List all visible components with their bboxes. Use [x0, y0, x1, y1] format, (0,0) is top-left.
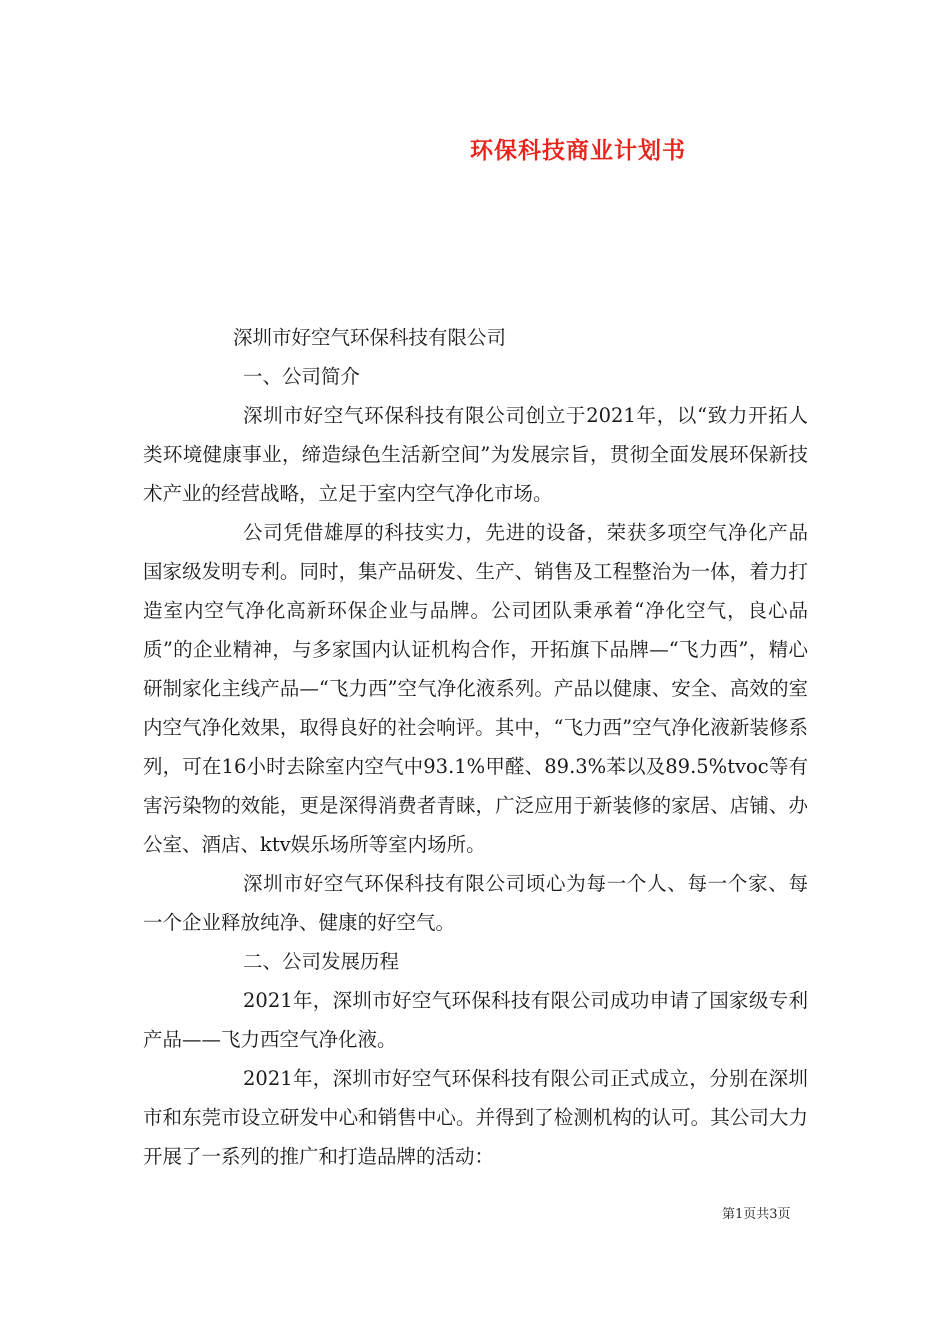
company-name: 深圳市好空气环保科技有限公司 — [233, 326, 507, 349]
document-body — [143, 318, 808, 1176]
paragraph: 深圳市好空气环保科技有限公司顷心为每一个人、每一个家、每一个企业释放纯净、健康的好空气。 — [143, 872, 808, 934]
paragraph: 深圳市好空气环保科技有限公司创立于2021年，以“致力开拓人类环境健康事业，缔造绿色生活新空间”为发展宗旨，贯彻全面发展环保新技术产业的经营战略，立足于室内空气净化市场。 — [143, 404, 808, 505]
section-heading: 一、公司简介 — [243, 365, 361, 388]
page-number: 第1页共3页 — [722, 1207, 791, 1222]
paragraph: 2021年，深圳市好空气环保科技有限公司正式成立，分别在深圳市和东莞市设立研发中心和销售中心。并得到了检测机构的认可。其公司大力开展了一系列的推广和打造品牌的活动： — [143, 1067, 808, 1168]
document-title: 环保科技商业计划书 — [470, 137, 686, 164]
paragraph: 公司凭借雄厚的科技实力，先进的设备，荣获多项空气净化产品国家级发明专利。同时，集产品研发、生产、销售及工程整治为一体，着力打造室内空气净化高新环保企业与品牌。公司团队秉承着“净化空气，良心品质”的企业精神，与多家国内认证机构合作，开拓旗下品牌—“飞力西”，精心研制家化主线产品—“飞力西”空气净化液系列。产品以健康、安全、高效的室内空气净化效果，取得良好的社会响评。其中，“飞力西”空气净化液新装修系列，可在16小时去除室内空气中93.1%甲醛、89.3%苯以及89.5%tvoc等有害污染物的效能，更是深得消费者青睐，广泛应用于新装修的家居、店铺、办公室、酒店、ktv娱乐场所等室内场所。 — [143, 521, 808, 856]
paragraph: 2021年，深圳市好空气环保科技有限公司成功申请了国家级专利产品——飞力西空气净化液。 — [143, 989, 808, 1051]
section-heading: 二、公司发展历程 — [243, 950, 400, 973]
